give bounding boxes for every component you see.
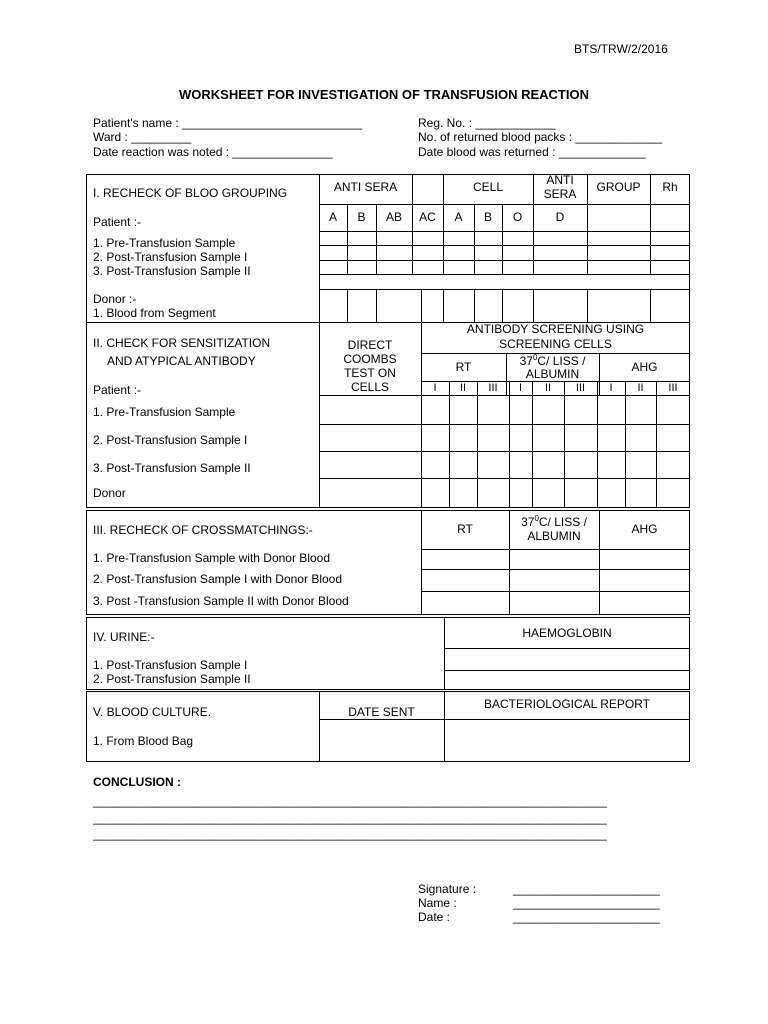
section-1-title: I. RECHECK OF BLOO GROUPING [93,186,288,200]
date-noted-field[interactable]: Date reaction was noted : _______________ [93,145,333,159]
liss-header: $37^0C/$ LISS / [519,353,586,368]
roman-header: II [459,382,467,394]
header-cell: CELL [472,180,504,194]
albumin-header: ALBUMIN [525,367,580,381]
section-3-item: 3. Post -Transfusion Sample II with Donor Blood [93,594,349,608]
section-1-donor-label: Donor :- [93,292,137,306]
header-group: GROUP [596,180,641,194]
ahg-header: AHG [631,522,658,536]
section-4-title: IV. URINE:- [93,630,155,644]
header-anti-sera-2: SERA [543,187,577,201]
name-line[interactable]: ______________________ [513,896,660,910]
roman-header: II [637,382,644,394]
dct-header: CELLS [350,380,390,394]
date-line[interactable]: ______________________ [513,910,660,924]
roman-header: III [575,382,586,394]
section-2-item: 2. Post-Transfusion Sample I [93,433,248,447]
document-code: BTS/TRW/2/2016 [574,42,668,56]
section-1-item: 1. Pre-Transfusion Sample [93,236,236,250]
column-header: AB [385,210,402,224]
liss-header: $37^0C/$ LISS / [521,514,587,529]
section-1-patient-label: Patient :- [93,215,142,229]
section-2-item: 1. Pre-Transfusion Sample [93,405,236,419]
conclusion-line[interactable]: _____________________________________________________________________________ [93,827,607,841]
section-1-donor-item: 1. Blood from Segment [93,306,216,320]
signature-line[interactable]: ______________________ [513,882,660,896]
column-header: D [555,210,565,224]
roman-header: I [609,382,613,394]
section-2-item: 3. Post-Transfusion Sample II [93,461,251,475]
roman-header: II [544,382,552,394]
ahg-header: AHG [631,360,658,374]
column-header: B [357,210,366,224]
date-sent-header: DATE SENT [348,705,415,719]
ward-field[interactable]: Ward : _________ [93,130,192,144]
section-3-title: III. RECHECK OF CROSSMATCHINGS:- [93,523,313,537]
section-2-title: II. CHECK FOR SENSITIZATION [93,336,271,350]
dct-header: DIRECT [347,338,393,352]
reg-no-field[interactable]: Reg. No. : ____________ [418,116,556,130]
section-3-item: 1. Pre-Transfusion Sample with Donor Blood [93,551,330,565]
dct-header: TEST ON [344,366,396,380]
section-4-item: 2. Post-Transfusion Sample II [93,672,251,686]
column-header: O [512,210,523,224]
roman-header: I [518,382,523,394]
roman-header: I [433,382,437,394]
section-4-item: 1. Post-Transfusion Sample I [93,658,248,672]
dct-header: COOMBS [343,352,397,366]
conclusion-line[interactable]: _____________________________________________________________________________ [93,811,607,825]
section-2-patient-label: Patient :- [93,383,142,397]
header-anti-sera: ANTI SERA [333,180,398,194]
screening-header: SCREENING CELLS [499,337,612,351]
section-5-item: 1. From Blood Bag [93,734,194,748]
header-rh: Rh [662,180,678,194]
name-label: Name : [418,896,457,910]
conclusion-line[interactable]: _____________________________________________________________________________ [93,794,607,808]
section-2-donor-label: Donor [93,486,126,500]
conclusion-label: CONCLUSION : [93,775,181,789]
returned-packs-field[interactable]: No. of returned blood packs : _____________ [418,130,663,144]
section-3-item: 2. Post-Transfusion Sample I with Donor Blood [93,572,343,586]
albumin-header: ALBUMIN [527,529,581,543]
signature-label: Signature : [418,882,477,896]
bacteriological-report-header: BACTERIOLOGICAL REPORT [483,697,651,711]
section-1-item: 3. Post-Transfusion Sample II [93,264,251,278]
date-returned-field[interactable]: Date blood was returned : _____________ [418,145,646,159]
section-5-title: V. BLOOD CULTURE. [93,705,212,719]
roman-header: III [488,382,498,394]
date-label: Date : [418,910,451,924]
column-header: B [483,210,492,224]
column-header: A [328,210,337,224]
rt-header: RT [455,360,472,374]
column-header: AC [419,210,436,224]
rt-header: RT [457,522,473,536]
patient-name-field[interactable]: Patient's name : ___________________________ [93,116,363,130]
column-header: A [454,210,463,224]
section-1-item: 2. Post-Transfusion Sample I [93,250,248,264]
header-anti-sera-2: ANTI [546,173,574,187]
roman-header: III [668,382,678,394]
haemoglobin-header: HAEMOGLOBIN [522,626,612,640]
section-2-title: AND ATYPICAL ANTIBODY [107,354,256,368]
page-title: WORKSHEET FOR INVESTIGATION OF TRANSFUSION REACTION [179,87,589,102]
screening-header: ANTIBODY SCREENING USING [466,322,645,336]
